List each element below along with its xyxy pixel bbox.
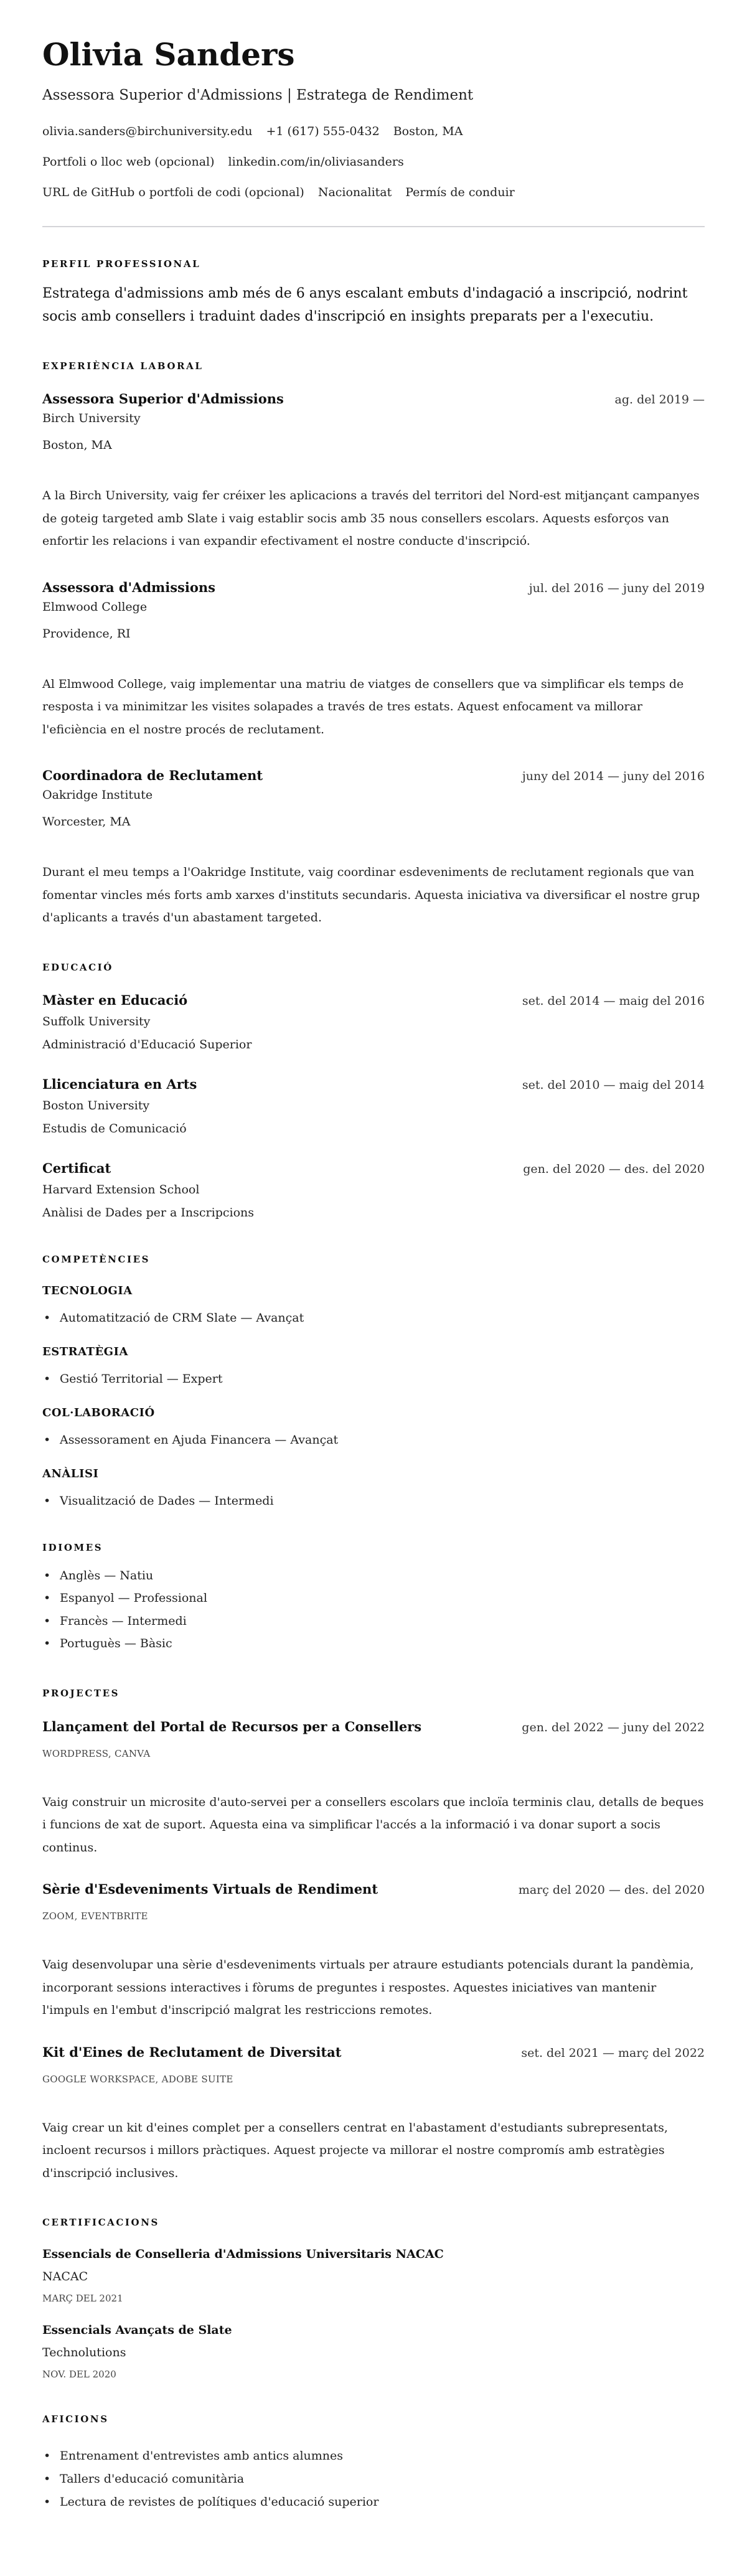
- experience-item: [42, 766, 705, 929]
- contact-item: +1 (617) 555-0432: [266, 125, 380, 138]
- experience-list: [42, 390, 705, 929]
- education-header: [42, 1159, 705, 1178]
- skills-list: [42, 1284, 705, 1510]
- school-name: Harvard Extension School: [42, 1182, 200, 1196]
- job-location: Providence, RI: [42, 626, 131, 641]
- contact-line: [42, 123, 705, 140]
- project-header: [42, 2043, 705, 2062]
- education-header: [42, 1075, 705, 1094]
- job-description: Durant el meu temps a l'Oakridge Institute, vaig coordinar esdeveniments de reclutament regionals que van fomentar vincles més forts amb xarxes d'instituts secundaris. Aquesta iniciativa va diversificar el nostre grup d'aplicants a través d'un abastament targeted.: [42, 865, 700, 924]
- skill-category: ESTRATÈGIA: [42, 1345, 128, 1358]
- company-name: Elmwood College: [42, 599, 148, 614]
- skill-item: • Gestió Territorial — Expert: [42, 1370, 705, 1388]
- project-name: Kit d'Eines de Reclutament de Diversitat: [42, 2044, 342, 2060]
- language-item: • Portuguès — Bàsic: [42, 1632, 705, 1655]
- company-name: Oakridge Institute: [42, 788, 153, 802]
- job-location: Boston, MA: [42, 438, 112, 452]
- section-title-projects: PROJECTES: [42, 1687, 120, 1699]
- certification-date: MARÇ DEL 2021: [42, 2293, 123, 2304]
- job-description: Al Elmwood College, vaig implementar una matriu de viatges de consellers que va simplificar els temps de resposta i va minimitzar les visites solapades a través de tres estats. Aquest enfocament va millorar l'eficiència en el nostre procés de reclutament.: [42, 677, 684, 736]
- project-description: Vaig crear un kit d'eines complet per a consellers centrat en l'abastament d'estudiants subrepresentats, incloent recursos i millors pràctiques. Aquest projecte va millorar el nostre compromís amb estratègies d'inscripció inclusives.: [42, 2120, 668, 2180]
- project-name: Llançament del Portal de Recursos per a Consellers: [42, 1718, 422, 1734]
- contact-item[interactable]: Portfoli o lloc web (opcional): [42, 155, 215, 169]
- project-description: Vaig construir un microsite d'auto-servei per a consellers escolars que incloïa terminis clau, detalls de beques i funcions de xat de suport. Aquesta eina va simplificar l'accés a la informació i va donar suport a socis continus.: [42, 1795, 704, 1854]
- section-title-languages: IDIOMES: [42, 1541, 103, 1553]
- experience-item: [42, 390, 705, 553]
- section-title-hobbies: AFICIONS: [42, 2414, 109, 2425]
- education-item: [42, 1159, 705, 1221]
- project-header: [42, 1880, 705, 1899]
- projects-list: [42, 1718, 705, 2185]
- field-of-study: Anàlisi de Dades per a Inscripcions: [42, 1205, 255, 1220]
- degree-title: Certificat: [42, 1160, 111, 1176]
- skill-category: TECNOLOGIA: [42, 1284, 133, 1297]
- education-item: [42, 1075, 705, 1137]
- company-name: Birch University: [42, 411, 141, 425]
- skill-item: • Visualització de Dades — Intermedi: [42, 1492, 705, 1510]
- job-dates: ag. del 2019 —: [614, 393, 705, 407]
- contact-item: Permís de conduir: [405, 186, 515, 199]
- education-dates: gen. del 2020 — des. del 2020: [523, 1162, 705, 1176]
- job-title: Assessora d'Admissions: [42, 579, 215, 595]
- contact-line: [42, 153, 705, 171]
- school-name: Suffolk University: [42, 1014, 151, 1028]
- contact-item: Nacionalitat: [317, 186, 392, 199]
- certification-item: [42, 2321, 705, 2381]
- project-tags: GOOGLE WORKSPACE, ADOBE SUITE: [42, 2073, 233, 2085]
- education-dates: set. del 2014 — maig del 2016: [522, 994, 705, 1008]
- skill-category: COL·LABORACIÓ: [42, 1406, 155, 1419]
- section-title-summary: PERFIL PROFESSIONAL: [42, 258, 201, 270]
- hobbies-list: [42, 2445, 705, 2514]
- skill-items: [42, 1309, 705, 1327]
- experience-header: [42, 390, 705, 408]
- experience-header: [42, 578, 705, 597]
- skill-item: • Assessorament en Ajuda Financera — Avançat: [42, 1431, 705, 1449]
- project-header: [42, 1718, 705, 1736]
- contact-block: [42, 123, 705, 201]
- job-title: Coordinadora de Reclutament: [42, 768, 263, 783]
- skill-item: • Automatització de CRM Slate — Avançat: [42, 1309, 705, 1327]
- project-item: [42, 1880, 705, 2022]
- contact-item[interactable]: olivia.sanders@birchuniversity.edu: [42, 125, 253, 138]
- certification-issuer: Technolutions: [42, 2346, 126, 2359]
- section-title-education: EDUCACIÓ: [42, 961, 113, 973]
- skill-group: [42, 1345, 705, 1388]
- contact-item: Boston, MA: [393, 125, 463, 138]
- skill-items: [42, 1370, 705, 1388]
- candidate-name: Olivia Sanders: [42, 36, 295, 73]
- job-location: Worcester, MA: [42, 815, 131, 829]
- field-of-study: Administració d'Educació Superior: [42, 1037, 252, 1051]
- experience-item: [42, 578, 705, 741]
- headline: Assessora Superior d'Admissions | Estratega de Rendiment: [42, 87, 474, 103]
- education-dates: set. del 2010 — maig del 2014: [522, 1078, 705, 1092]
- language-item: • Francès — Intermedi: [42, 1610, 705, 1633]
- education-header: [42, 991, 705, 1010]
- job-dates: jul. del 2016 — juny del 2019: [529, 581, 705, 595]
- certification-item: [42, 2245, 705, 2305]
- header-divider: [42, 226, 705, 227]
- hobby-item: • Tallers d'educació comunitària: [42, 2468, 705, 2491]
- project-item: [42, 1718, 705, 1859]
- certification-issuer: NACAC: [42, 2270, 88, 2283]
- skill-category: ANÀLISI: [42, 1467, 99, 1480]
- languages-list: [42, 1564, 705, 1655]
- language-item: • Espanyol — Professional: [42, 1587, 705, 1610]
- degree-title: Llicenciatura en Arts: [42, 1076, 197, 1092]
- job-dates: juny del 2014 — juny del 2016: [522, 769, 705, 783]
- project-item: [42, 2043, 705, 2185]
- project-description: Vaig desenvolupar una sèrie d'esdeveniments virtuals per atraure estudiants potencials durant la pandèmia, incorporant sessions interactives i fòrums de preguntes i respostes. Aquestes iniciatives van mantenir l'impuls en l'embut d'inscripció malgrat les restriccions remotes.: [42, 1958, 694, 2017]
- project-dates: gen. del 2022 — juny del 2022: [522, 1720, 705, 1734]
- field-of-study: Estudis de Comunicació: [42, 1121, 187, 1135]
- skill-group: [42, 1406, 705, 1449]
- skill-items: [42, 1431, 705, 1449]
- certification-name: Essencials de Conselleria d'Admissions Universitaris NACAC: [42, 2247, 444, 2261]
- section-title-experience: EXPERIÈNCIA LABORAL: [42, 360, 204, 372]
- contact-item[interactable]: linkedin.com/in/oliviasanders: [228, 155, 404, 169]
- language-item: • Anglès — Natiu: [42, 1564, 705, 1587]
- school-name: Boston University: [42, 1098, 150, 1112]
- job-title: Assessora Superior d'Admissions: [42, 391, 284, 407]
- hobby-item: • Lectura de revistes de polítiques d'educació superior: [42, 2491, 705, 2514]
- skill-items: [42, 1492, 705, 1510]
- skill-group: [42, 1284, 705, 1327]
- certification-date: NOV. DEL 2020: [42, 2369, 116, 2380]
- certifications-list: [42, 2245, 705, 2381]
- degree-title: Màster en Educació: [42, 992, 188, 1008]
- education-item: [42, 991, 705, 1053]
- section-title-certifications: CERTIFICACIONS: [42, 2217, 159, 2228]
- contact-item[interactable]: URL de GitHub o portfoli de codi (opcional): [42, 186, 304, 199]
- summary-text: Estratega d'admissions amb més de 6 anys escalant embuts d'indagació a inscripció, nodrint socis amb consellers i traduint dades d'inscripció en insights preparats per a l'executiu.: [42, 286, 688, 324]
- hobby-item: • Entrenament d'entrevistes amb antics alumnes: [42, 2445, 705, 2468]
- skill-group: [42, 1467, 705, 1510]
- contact-line: [42, 184, 705, 201]
- certification-name: Essencials Avançats de Slate: [42, 2323, 232, 2337]
- project-name: Sèrie d'Esdeveniments Virtuals de Rendiment: [42, 1881, 378, 1897]
- project-tags: WORDPRESS, CANVA: [42, 1747, 151, 1759]
- job-description: A la Birch University, vaig fer créixer les aplicacions a través del territori del Nord-est mitjançant campanyes de goteig targeted amb Slate i vaig establir socis amb 35 nous consellers escolars. Aquests esforços van enfortir les relacions i van expandir efectivament el nostre conducte d'inscripció.: [42, 489, 700, 548]
- education-list: [42, 991, 705, 1221]
- experience-header: [42, 766, 705, 785]
- project-tags: ZOOM, EVENTBRITE: [42, 1911, 148, 1922]
- project-dates: març del 2020 — des. del 2020: [518, 1883, 705, 1897]
- project-dates: set. del 2021 — març del 2022: [521, 2046, 705, 2060]
- section-title-skills: COMPETÈNCIES: [42, 1253, 151, 1265]
